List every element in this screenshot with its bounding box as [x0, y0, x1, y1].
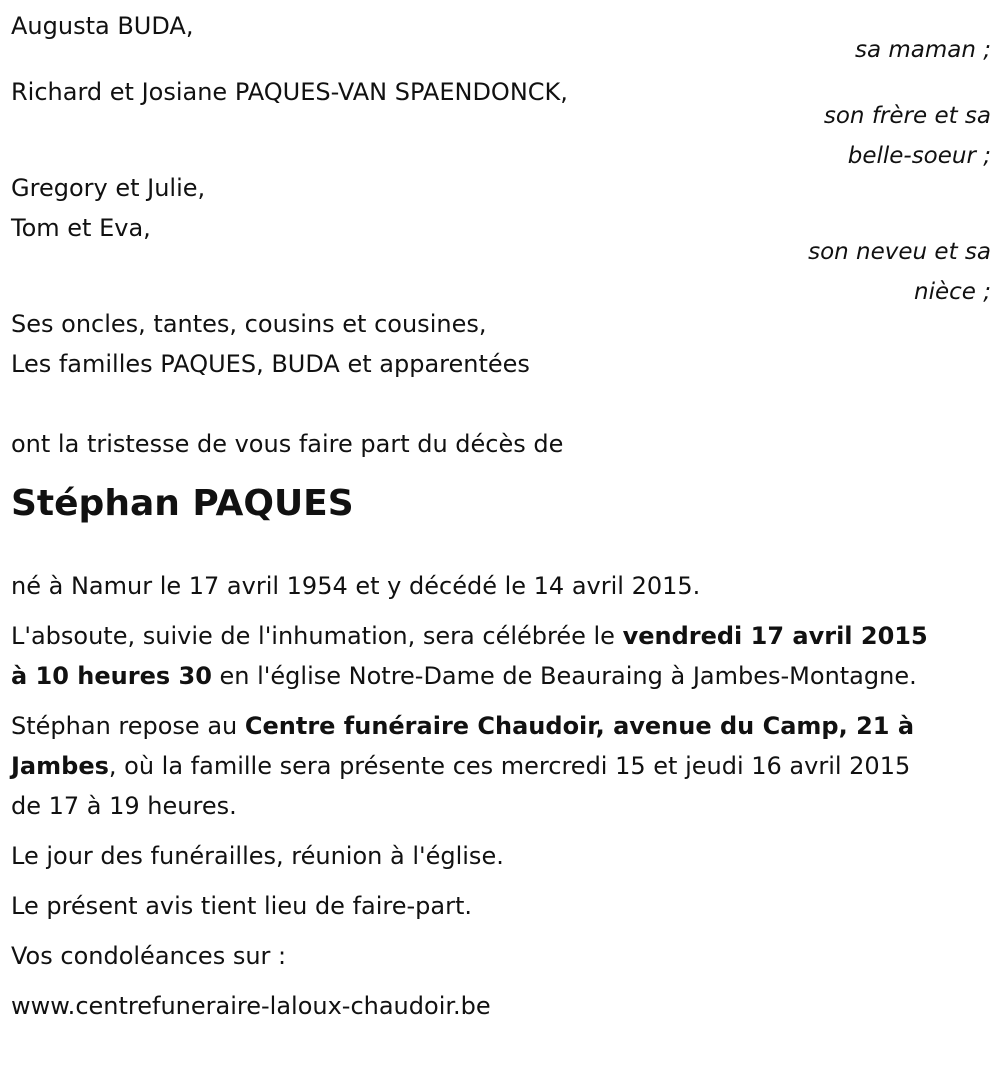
- ceremony-text-1: L'absoute, suivie de l'inhumation, sera célébrée le: [11, 622, 623, 650]
- website-link[interactable]: www.centrefuneraire-laloux-chaudoir.be: [11, 992, 491, 1020]
- obituary-notice: [11, 0, 991, 1026]
- family-member-nephew: Gregory et Julie,: [11, 174, 206, 202]
- relation-nephew-line2: nièce ;: [914, 279, 991, 305]
- relation-nephew-line1: son neveu et sa: [808, 239, 991, 265]
- ceremony-text-2: en l'église Notre-Dame de Beauraing à Jambes-Montagne.: [211, 662, 917, 690]
- rest-location-city: Jambes: [11, 752, 109, 780]
- rest-text-3: de 17 à 19 heures.: [11, 792, 237, 820]
- ceremony-time: à 10 heures 30: [11, 662, 212, 690]
- deceased-name: Stéphan PAQUES: [11, 483, 354, 524]
- funeral-day-text: Le jour des funérailles, réunion à l'église.: [11, 842, 504, 870]
- rest-text-2: , où la famille sera présente ces mercredi 15 et jeudi 16 avril 2015: [108, 752, 911, 780]
- rest-paragraph: [11, 706, 991, 826]
- relation-brother-line2: belle-soeur ;: [847, 143, 991, 169]
- relation-brother-line1: son frère et sa: [823, 103, 991, 129]
- ceremony-date: vendredi 17 avril 2015: [622, 622, 928, 650]
- announcement-text: ont la tristesse de vous faire part du décès de: [11, 430, 564, 458]
- condolences-label: Vos condoléances sur :: [11, 942, 287, 970]
- extended-family-line1: Ses oncles, tantes, cousins et cousines,: [11, 310, 487, 338]
- extended-family-line2: Les familles PAQUES, BUDA et apparentées: [11, 350, 530, 378]
- rest-text-1: Stéphan repose au: [11, 712, 245, 740]
- ceremony-paragraph: [11, 616, 991, 696]
- rest-location: Centre funéraire Chaudoir, avenue du Camp, 21 à: [244, 712, 915, 740]
- birth-death-text: né à Namur le 17 avril 1954 et y décédé le 14 avril 2015.: [11, 572, 701, 600]
- notice-text: Le présent avis tient lieu de faire-part.: [11, 892, 473, 920]
- relation-mother: sa maman ;: [854, 37, 991, 63]
- family-member-brother: Richard et Josiane PAQUES-VAN SPAENDONCK,: [11, 78, 568, 106]
- family-member-mother: Augusta BUDA,: [11, 12, 194, 40]
- family-member-niece: Tom et Eva,: [11, 214, 151, 242]
